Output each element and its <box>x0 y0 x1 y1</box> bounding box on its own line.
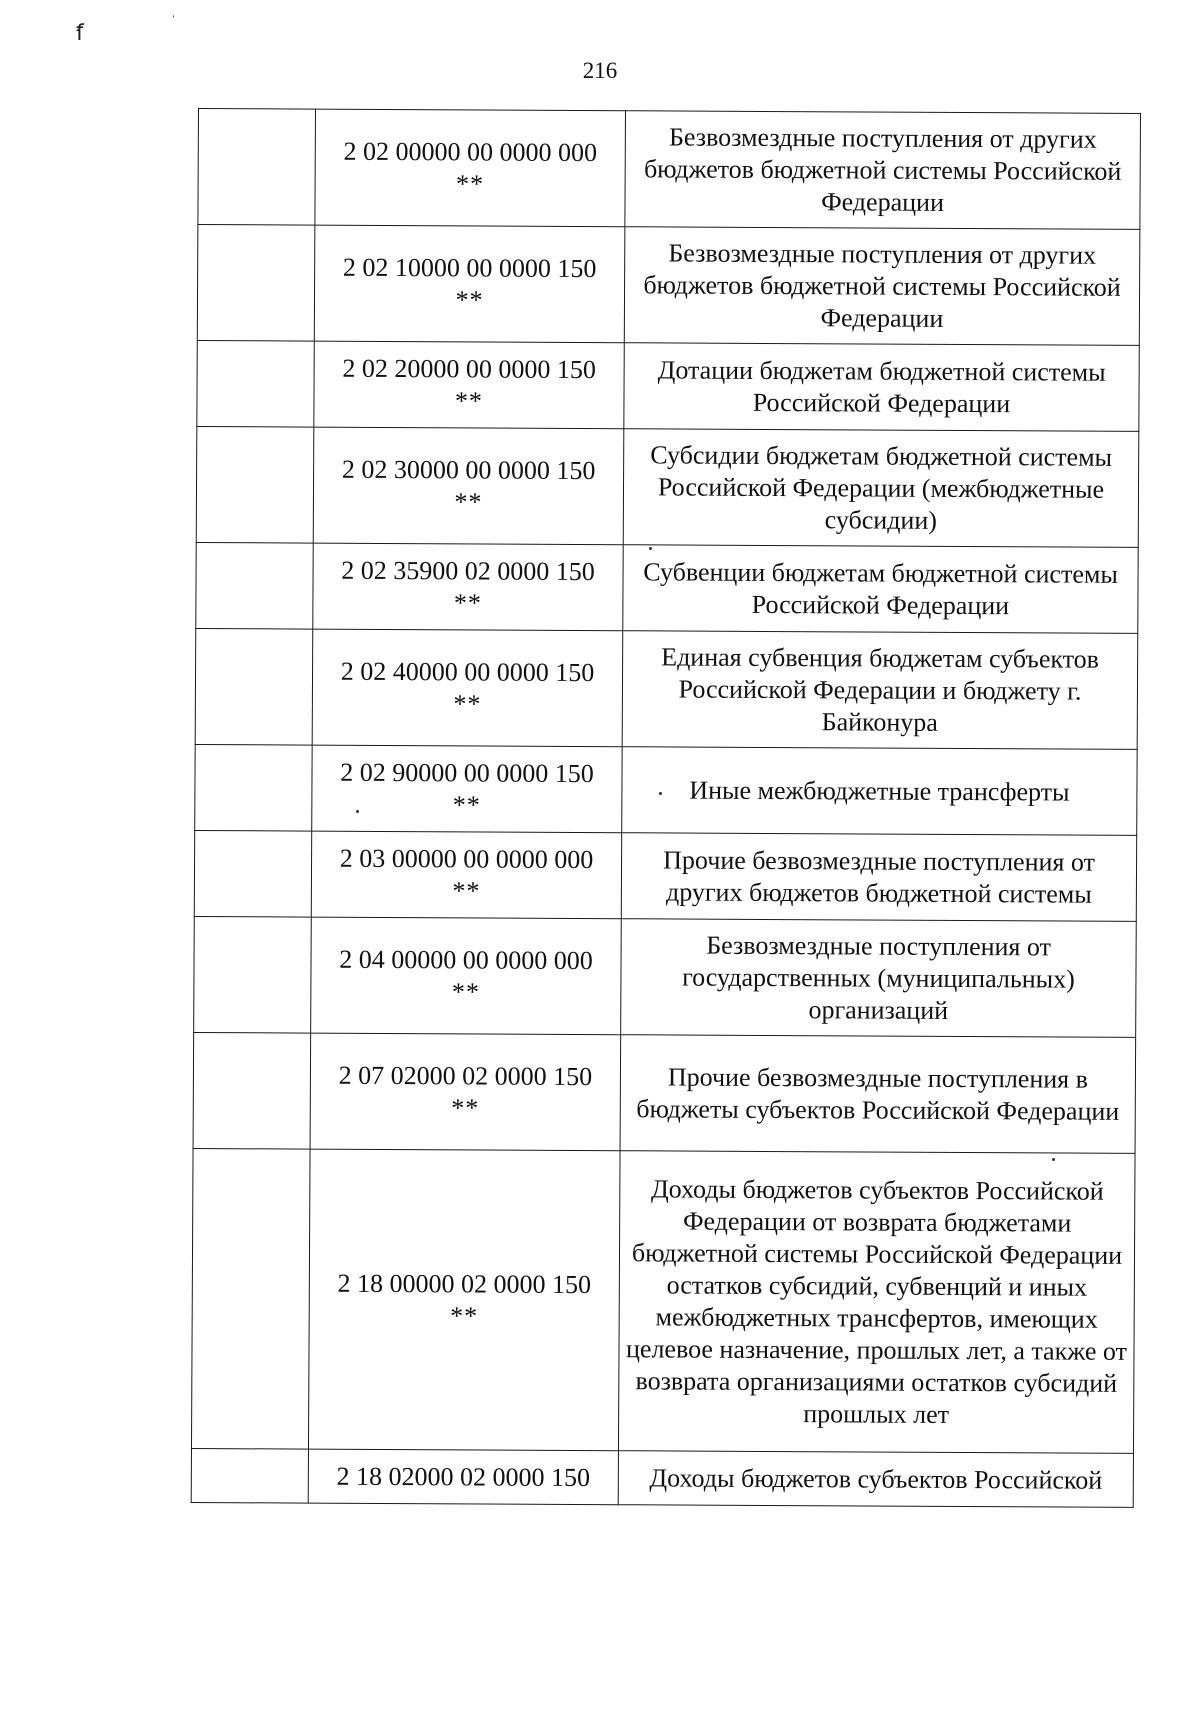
code-mark: ** <box>450 1300 479 1330</box>
budget-code: 2 07 02000 02 0000 150 <box>338 1060 593 1091</box>
table-row <box>191 1448 1133 1507</box>
table-row <box>198 109 1141 230</box>
code-cell <box>311 831 621 919</box>
code-mark: ** <box>451 976 480 1006</box>
code-mark: ** <box>454 385 484 415</box>
name-cell: Иные межбюджетные трансферты <box>622 747 1137 836</box>
code-cell <box>315 109 626 227</box>
empty-cell <box>194 830 311 917</box>
code-cell <box>312 745 622 833</box>
code-mark: ** <box>454 486 483 516</box>
name-cell: Доходы бюджетов субъектов Российской Федерации от возврата бюджетами бюджетной системы Российской Федерации остатков субсидий, субвенций и иных межбюджетных трансфертов, имеющих целевое назначение, прошлых лет, а также от возврата организациями остатков субсидий прошлых лет <box>618 1151 1135 1454</box>
table-row <box>197 225 1140 346</box>
name-cell: Субсидии бюджетам бюджетной системы Российской Федерации (межбюджетные субсидии) <box>623 429 1139 548</box>
budget-code: 2 02 30000 00 0000 150 <box>341 454 596 485</box>
empty-cell <box>193 1032 311 1149</box>
budget-code: 2 18 02000 02 0000 150 <box>336 1461 591 1492</box>
code-cell <box>314 341 624 429</box>
code-cell <box>308 1149 620 1451</box>
budget-code: 2 02 00000 00 0000 000 <box>343 136 598 167</box>
budget-code: 2 03 00000 00 0000 000 <box>339 843 594 874</box>
table-row <box>196 426 1139 547</box>
empty-cell <box>198 109 316 226</box>
name-cell: Единая субвенция бюджетам субъектов Российской Федерации и бюджету г. Байконура <box>622 631 1138 750</box>
empty-cell <box>191 1148 310 1449</box>
code-cell <box>308 1449 618 1505</box>
code-cell <box>313 427 624 545</box>
table-row <box>197 340 1139 431</box>
budget-code: 2 02 20000 00 0000 150 <box>342 353 596 384</box>
scan-artifact-mark: ẝ <box>76 20 84 45</box>
name-cell: Прочие безвозмездные поступления от других бюджетов бюджетной системы <box>621 833 1136 922</box>
name-cell: Субвенции бюджетам бюджетной системы Российской Федерации <box>623 545 1138 634</box>
empty-cell <box>196 426 314 543</box>
code-cell <box>314 225 625 343</box>
code-cell <box>313 543 623 631</box>
table-row <box>195 628 1138 749</box>
code-mark: ** <box>453 688 482 718</box>
page-number: 216 <box>582 58 618 83</box>
scan-artifact-mark: ˈ <box>171 14 176 29</box>
budget-code: 2 02 90000 00 0000 150 <box>340 757 594 788</box>
code-mark: ** <box>453 587 482 617</box>
scan-speck <box>649 547 652 550</box>
empty-cell <box>197 225 315 342</box>
budget-code: 2 02 40000 00 0000 150 <box>340 656 595 687</box>
scan-speck <box>1052 1158 1055 1161</box>
table-row <box>195 744 1137 835</box>
table-row <box>191 1148 1135 1453</box>
name-cell: Безвозмездные поступления от других бюджетов бюджетной системы Российской Федерации <box>625 111 1141 230</box>
code-mark: ** <box>456 168 485 198</box>
scan-speck <box>356 810 359 813</box>
empty-cell <box>195 744 312 831</box>
empty-cell <box>195 628 313 745</box>
code-cell <box>310 1033 621 1151</box>
code-mark: ** <box>452 789 481 819</box>
budget-codes-table <box>191 108 1141 1508</box>
table-row <box>194 830 1136 921</box>
budget-code: 2 04 00000 00 0000 000 <box>339 944 593 975</box>
budget-code: 2 02 10000 00 0000 150 <box>342 252 597 283</box>
name-cell: Безвозмездные поступления от государственных (муниципальных) организаций <box>621 919 1137 1038</box>
name-cell: Дотации бюджетам бюджетной системы Российской Федерации <box>624 343 1139 432</box>
table-row <box>193 1032 1136 1153</box>
scan-speck <box>659 792 662 795</box>
code-cell <box>311 917 622 1035</box>
budget-code: 2 02 35900 02 0000 150 <box>341 555 595 586</box>
budget-code: 2 18 00000 02 0000 150 <box>337 1268 592 1299</box>
code-mark: ** <box>451 1092 480 1122</box>
code-cell <box>312 629 623 747</box>
empty-cell <box>197 340 314 427</box>
code-mark: ** <box>455 284 484 314</box>
code-mark: ** <box>452 875 481 905</box>
name-cell: Безвозмездные поступления от других бюджетов бюджетной системы Российской Федерации <box>624 227 1140 346</box>
table-row <box>196 542 1138 633</box>
empty-cell <box>191 1448 308 1503</box>
empty-cell <box>194 916 312 1033</box>
name-cell: Доходы бюджетов субъектов Российской <box>618 1451 1133 1508</box>
name-cell: Прочие безвозмездные поступления в бюджеты субъектов Российской Федерации <box>620 1035 1136 1154</box>
empty-cell <box>196 542 313 629</box>
table-row <box>194 916 1137 1037</box>
